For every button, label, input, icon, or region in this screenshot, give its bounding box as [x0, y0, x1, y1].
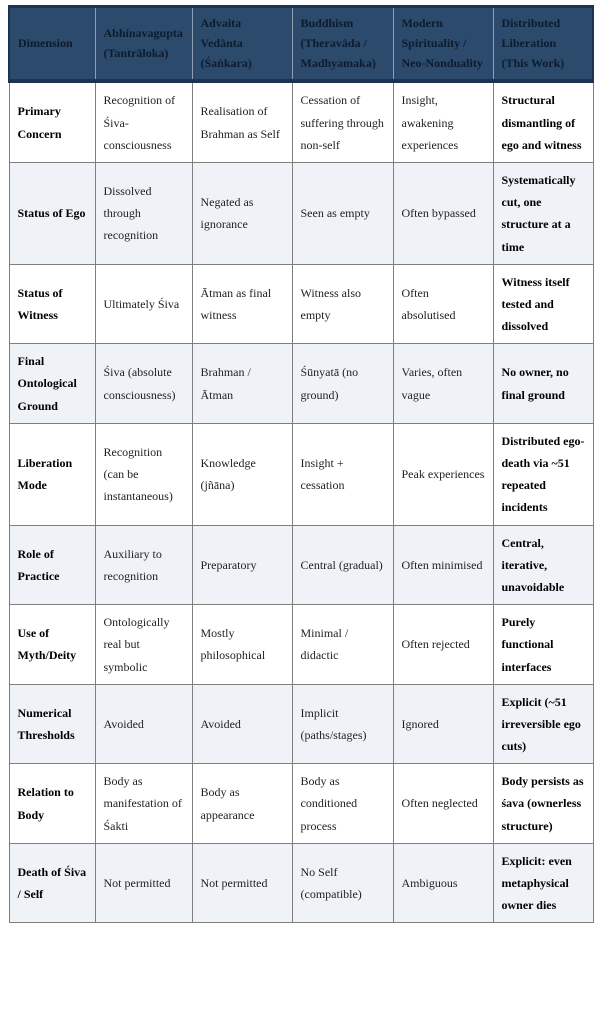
table-row-use-of-myth-deity	[9, 605, 593, 685]
row-label: Status of Ego	[9, 162, 95, 264]
header-row	[9, 7, 593, 82]
row-label: Numerical Thresholds	[9, 684, 95, 764]
table-cell: Peak experiences	[393, 423, 493, 525]
row-label: Use of Myth/Deity	[9, 605, 95, 685]
table-cell: Often bypassed	[393, 162, 493, 264]
table-cell: Ignored	[393, 684, 493, 764]
row-label: Primary Concern	[9, 81, 95, 162]
table-row-liberation-mode	[9, 423, 593, 525]
table-cell: Preparatory	[192, 525, 292, 605]
row-label: Relation to Body	[9, 764, 95, 844]
table-cell: Body as manifestation of Śakti	[95, 764, 192, 844]
table-cell: Brahman / Ātman	[192, 344, 292, 424]
column-header-buddhism: Buddhism (Theravāda / Madhyamaka)	[292, 7, 393, 82]
table-cell-this-work: Structural dismantling of ego and witness	[493, 81, 593, 162]
row-label: Role of Practice	[9, 525, 95, 605]
column-header-dimension: Dimension	[9, 7, 95, 82]
table-cell: Implicit (paths/stages)	[292, 684, 393, 764]
table-cell: Seen as empty	[292, 162, 393, 264]
column-header-abhinavagupta: Abhínavagupta (Tantrāloka)	[95, 7, 192, 82]
table-cell-this-work: Distributed ego-death via ~51 repeated incidents	[493, 423, 593, 525]
table-cell: No Self (compatible)	[292, 843, 393, 923]
table-cell: Avoided	[95, 684, 192, 764]
table-cell: Recognition of Śiva-consciousness	[95, 81, 192, 162]
table-cell: Negated as ignorance	[192, 162, 292, 264]
table-cell: Śiva (absolute consciousness)	[95, 344, 192, 424]
table-cell: Varies, often vague	[393, 344, 493, 424]
table-cell-this-work: Witness itself tested and dissolved	[493, 264, 593, 344]
table-cell: Ambiguous	[393, 843, 493, 923]
table-cell: Insight, awakening experiences	[393, 81, 493, 162]
column-header-advaita-vedanta: Advaita Vedānta (Śaṅkara)	[192, 7, 292, 82]
column-header-modern-spirituality: Modern Spirituality / Neo-Nonduality	[393, 7, 493, 82]
table-cell-this-work: Body persists as śava (ownerless structure)	[493, 764, 593, 844]
table-cell: Realisation of Brahman as Self	[192, 81, 292, 162]
table-cell: Ultimately Śiva	[95, 264, 192, 344]
table-cell: Recognition (can be instantaneous)	[95, 423, 192, 525]
table-cell: Often rejected	[393, 605, 493, 685]
table-row-status-of-witness	[9, 264, 593, 344]
table-cell: Often absolutised	[393, 264, 493, 344]
table-cell: Not permitted	[192, 843, 292, 923]
table-cell-this-work: Explicit (~51 irreversible ego cuts)	[493, 684, 593, 764]
table-cell: Auxiliary to recognition	[95, 525, 192, 605]
table-row-status-of-ego	[9, 162, 593, 264]
table-cell-this-work: Explicit: even metaphysical owner dies	[493, 843, 593, 923]
table-body	[9, 81, 593, 923]
table-cell: Body as appearance	[192, 764, 292, 844]
table-cell-this-work: Purely functional interfaces	[493, 605, 593, 685]
table-row-relation-to-body	[9, 764, 593, 844]
table-cell: Ontologically real but symbolic	[95, 605, 192, 685]
table-cell: Śūnyatā (no ground)	[292, 344, 393, 424]
table-row-final-ontological-ground	[9, 344, 593, 424]
table-row-death-of-siva-self	[9, 843, 593, 923]
table-cell: Dissolved through recognition	[95, 162, 192, 264]
table-row-primary-concern	[9, 81, 593, 162]
table-cell: Not permitted	[95, 843, 192, 923]
table-cell: Avoided	[192, 684, 292, 764]
column-header-distributed-liberation: Distributed Liberation (This Work)	[493, 7, 593, 82]
table-header	[9, 7, 593, 82]
row-label: Liberation Mode	[9, 423, 95, 525]
comparison-table	[8, 5, 594, 923]
table-cell-this-work: Systematically cut, one structure at a time	[493, 162, 593, 264]
table-cell: Minimal / didactic	[292, 605, 393, 685]
table-cell: Body as conditioned process	[292, 764, 393, 844]
row-label: Death of Śiva / Self	[9, 843, 95, 923]
table-cell: Insight + cessation	[292, 423, 393, 525]
table-cell-this-work: No owner, no final ground	[493, 344, 593, 424]
row-label: Status of Witness	[9, 264, 95, 344]
table-cell: Knowledge (jñāna)	[192, 423, 292, 525]
table-cell: Often neglected	[393, 764, 493, 844]
table-cell: Witness also empty	[292, 264, 393, 344]
row-label: Final Ontological Ground	[9, 344, 95, 424]
table-cell: Cessation of suffering through non-self	[292, 81, 393, 162]
table-cell-this-work: Central, iterative, unavoidable	[493, 525, 593, 605]
table-cell: Central (gradual)	[292, 525, 393, 605]
table-cell: Mostly philosophical	[192, 605, 292, 685]
table-cell: Often minimised	[393, 525, 493, 605]
table-cell: Ātman as final witness	[192, 264, 292, 344]
table-row-role-of-practice	[9, 525, 593, 605]
table-row-numerical-thresholds	[9, 684, 593, 764]
